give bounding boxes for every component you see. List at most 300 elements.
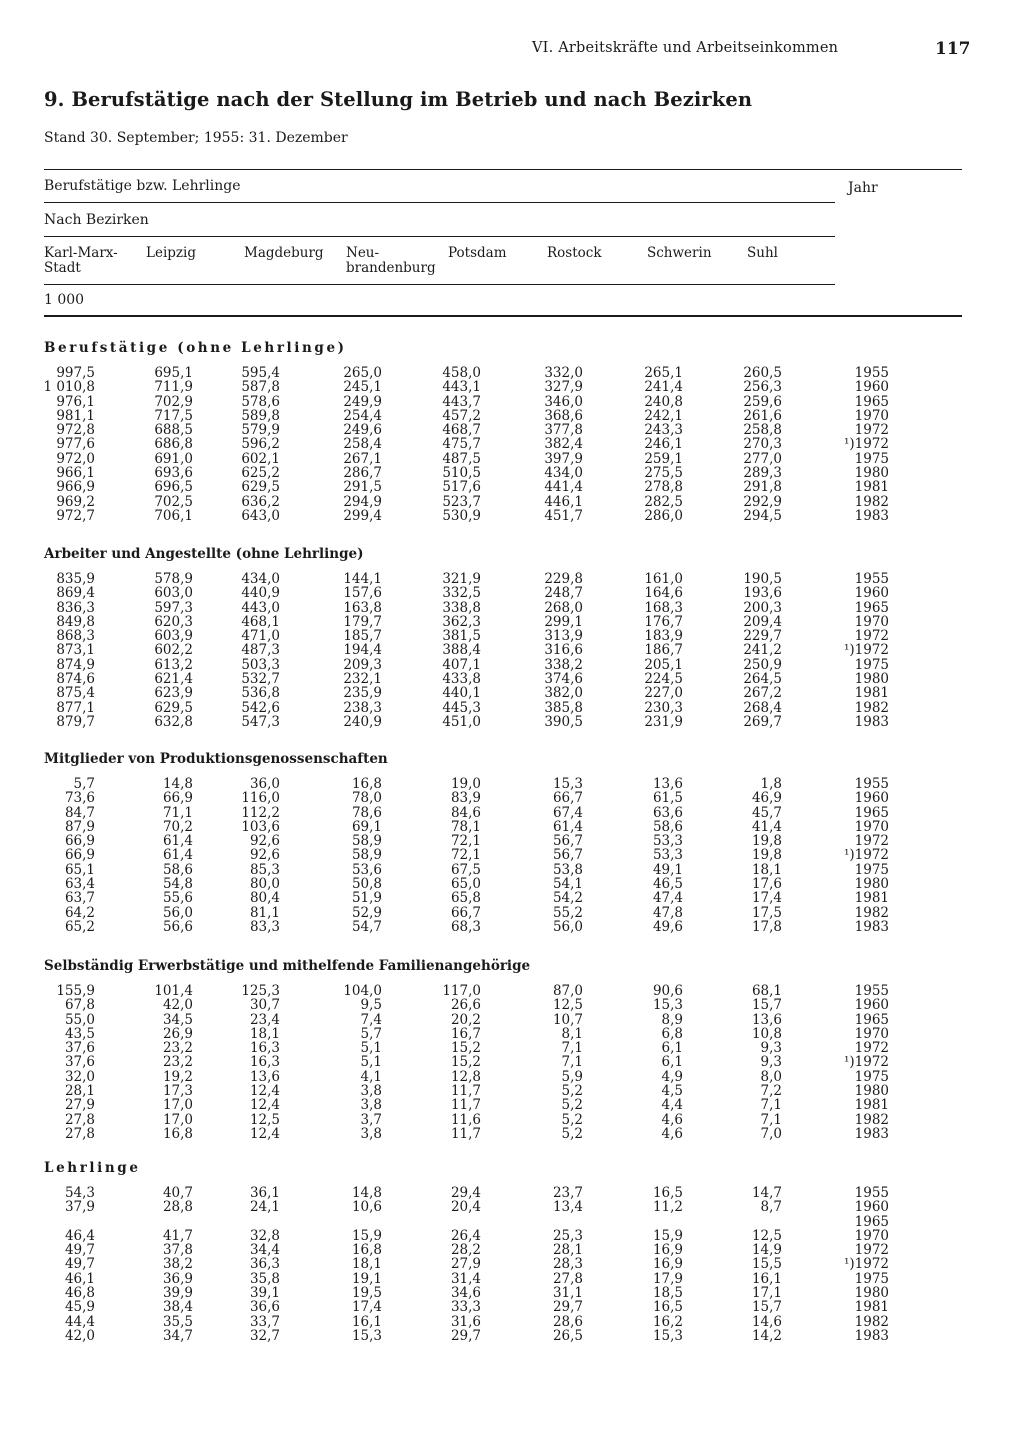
value-cell: 16,9 — [652, 1256, 683, 1273]
value-cell: 5,2 — [561, 1125, 583, 1142]
value-cell: 56,7 — [552, 833, 583, 850]
value-cell: 72,1 — [450, 833, 481, 850]
value-cell: 185,7 — [343, 628, 382, 645]
value-cell: 260,5 — [743, 365, 782, 381]
year-cell: 1980 — [854, 1083, 889, 1100]
year-cell: 1981 — [854, 890, 889, 907]
value-cell: 80,0 — [249, 876, 280, 893]
table-row — [0, 1055, 1024, 1069]
value-cell: 90,6 — [652, 983, 683, 999]
value-cell: 65,1 — [64, 861, 95, 878]
value-cell: 597,3 — [154, 599, 193, 616]
value-cell: 603,9 — [154, 628, 193, 645]
year-cell: 1955 — [854, 776, 889, 792]
year-cell: 1960 — [854, 997, 889, 1014]
header-row2: Nach Bezirken — [44, 212, 149, 228]
year-cell: 1982 — [854, 493, 889, 510]
value-cell: 31,4 — [450, 1270, 481, 1287]
value-cell: 542,6 — [241, 699, 280, 716]
value-cell: 28,3 — [552, 1256, 583, 1273]
value-cell: 277,0 — [743, 450, 782, 467]
value-cell: 179,7 — [343, 613, 382, 630]
value-cell: 29,7 — [450, 1327, 481, 1344]
value-cell: 15,3 — [351, 1327, 382, 1344]
year-cell: 1972 — [854, 422, 889, 439]
value-cell: 346,0 — [544, 393, 583, 410]
table-row — [0, 395, 1024, 409]
year-cell: 1960 — [854, 379, 889, 396]
value-cell: 536,8 — [241, 685, 280, 702]
value-cell: 440,9 — [241, 585, 280, 602]
value-cell: 42,0 — [162, 997, 193, 1014]
value-cell: 34,4 — [249, 1242, 280, 1259]
table-row — [0, 863, 1024, 877]
value-cell: 966,1 — [56, 465, 95, 482]
col-header-line2: brandenburg — [346, 260, 436, 276]
value-cell: 35,5 — [162, 1313, 193, 1330]
year-cell: 1960 — [854, 1199, 889, 1216]
value-cell: 4,1 — [360, 1068, 382, 1085]
value-cell: 15,3 — [552, 776, 583, 792]
value-cell: 31,1 — [552, 1285, 583, 1302]
value-cell: 55,0 — [64, 1011, 95, 1028]
col-header-line1: Rostock — [547, 245, 602, 261]
value-cell: 3,8 — [360, 1083, 382, 1100]
value-cell: 869,4 — [56, 585, 95, 602]
year-cell: 1965 — [854, 804, 889, 821]
value-cell: 64,2 — [64, 904, 95, 921]
value-cell: 31,6 — [450, 1313, 481, 1330]
value-cell: 80,4 — [249, 890, 280, 907]
rule-row1 — [44, 202, 835, 203]
value-cell: 966,9 — [56, 479, 95, 496]
value-cell: 17,1 — [751, 1285, 782, 1302]
col-header-line1: Schwerin — [647, 245, 712, 261]
value-cell: 11,7 — [450, 1083, 481, 1100]
value-cell: 3,8 — [360, 1097, 382, 1114]
table-row — [0, 495, 1024, 509]
section-table — [0, 572, 1024, 729]
value-cell: 84,7 — [64, 804, 95, 821]
col-header-line2: Stadt — [44, 260, 81, 276]
value-cell: 294,9 — [343, 493, 382, 510]
value-cell: 65,8 — [450, 890, 481, 907]
value-cell: 117,0 — [442, 983, 481, 999]
value-cell: 27,9 — [450, 1256, 481, 1273]
value-cell: 17,0 — [162, 1097, 193, 1114]
value-cell: 67,5 — [450, 861, 481, 878]
value-cell: 23,4 — [249, 1011, 280, 1028]
value-cell: 879,7 — [56, 713, 95, 730]
value-cell: 27,8 — [552, 1270, 583, 1287]
value-cell: 15,2 — [450, 1040, 481, 1057]
value-cell: 13,6 — [249, 1068, 280, 1085]
value-cell: 53,3 — [652, 847, 683, 864]
value-cell: 711,9 — [154, 379, 193, 396]
value-cell: 67,4 — [552, 804, 583, 821]
table-row — [0, 701, 1024, 715]
rule-row2 — [44, 236, 835, 237]
col-header-leipzig — [146, 246, 196, 261]
value-cell: 6,1 — [661, 1040, 683, 1057]
value-cell: 246,1 — [644, 436, 683, 453]
value-cell: 265,0 — [343, 365, 382, 381]
value-cell: 68,3 — [450, 918, 481, 935]
table-row — [0, 366, 1024, 380]
col-header-line1: Potsdam — [448, 245, 507, 261]
table-row — [0, 984, 1024, 998]
running-head: VI. Arbeitskräfte und Arbeitseinkommen — [532, 40, 839, 56]
value-cell: 14,9 — [751, 1242, 782, 1259]
value-cell: 39,1 — [249, 1285, 280, 1302]
value-cell: 259,6 — [743, 393, 782, 410]
value-cell: 235,9 — [343, 685, 382, 702]
value-cell: 53,3 — [652, 833, 683, 850]
value-cell: 37,8 — [162, 1242, 193, 1259]
value-cell: 620,3 — [154, 613, 193, 630]
col-header-line1: Leipzig — [146, 245, 196, 261]
col-header-line1: Karl-Marx- — [44, 245, 118, 261]
value-cell: 231,9 — [644, 713, 683, 730]
value-cell: 256,3 — [743, 379, 782, 396]
value-cell: 10,8 — [751, 1025, 782, 1042]
table-row — [0, 806, 1024, 820]
value-cell: 17,9 — [652, 1270, 683, 1287]
table-row — [0, 1229, 1024, 1243]
table-row — [0, 423, 1024, 437]
value-cell: 23,2 — [162, 1040, 193, 1057]
value-cell: 49,7 — [64, 1256, 95, 1273]
value-cell: 9,3 — [760, 1040, 782, 1057]
value-cell: 6,1 — [661, 1054, 683, 1071]
value-cell: 12,4 — [249, 1083, 280, 1100]
table-row — [0, 791, 1024, 805]
value-cell: 686,8 — [154, 436, 193, 453]
value-cell: 16,3 — [249, 1040, 280, 1057]
value-cell: 54,7 — [351, 918, 382, 935]
value-cell: 289,3 — [743, 465, 782, 482]
value-cell: 15,3 — [652, 997, 683, 1014]
value-cell: 33,7 — [249, 1313, 280, 1330]
value-cell: 877,1 — [56, 699, 95, 716]
value-cell: 50,8 — [351, 876, 382, 893]
value-cell: 36,3 — [249, 1256, 280, 1273]
value-cell: 58,9 — [351, 847, 382, 864]
year-cell: 1970 — [854, 407, 889, 424]
value-cell: 374,6 — [544, 671, 583, 688]
value-cell: 15,5 — [751, 1256, 782, 1273]
value-cell: 270,3 — [743, 436, 782, 453]
value-cell: 16,5 — [652, 1299, 683, 1316]
value-cell: 17,4 — [751, 890, 782, 907]
value-cell: 4,4 — [661, 1097, 683, 1114]
year-cell: 1965 — [854, 1213, 889, 1230]
table-row — [0, 572, 1024, 586]
value-cell: 26,5 — [552, 1327, 583, 1344]
table-row — [0, 891, 1024, 905]
value-cell: 15,9 — [351, 1227, 382, 1244]
value-cell: 28,8 — [162, 1199, 193, 1216]
value-cell: 83,9 — [450, 790, 481, 807]
year-cell: 1975 — [854, 1270, 889, 1287]
value-cell: 589,8 — [241, 407, 280, 424]
value-cell: 14,7 — [751, 1185, 782, 1201]
col-header-potsdam — [448, 246, 507, 261]
value-cell: 433,8 — [442, 671, 481, 688]
value-cell: 487,5 — [442, 450, 481, 467]
year-cell: 1983 — [854, 1125, 889, 1142]
value-cell: 209,3 — [343, 656, 382, 673]
value-cell: 264,5 — [743, 671, 782, 688]
value-cell: 16,9 — [652, 1242, 683, 1259]
value-cell: 458,0 — [442, 365, 481, 381]
year-cell: 1980 — [854, 465, 889, 482]
value-cell: 84,6 — [450, 804, 481, 821]
value-cell: 163,8 — [343, 599, 382, 616]
year-cell: 1955 — [854, 1185, 889, 1201]
value-cell: 643,0 — [241, 507, 280, 524]
value-cell: 381,5 — [442, 628, 481, 645]
value-cell: 46,5 — [652, 876, 683, 893]
value-cell: 87,0 — [552, 983, 583, 999]
value-cell: 595,4 — [241, 365, 280, 381]
table-row — [0, 1127, 1024, 1141]
value-cell: 61,4 — [552, 818, 583, 835]
table-row — [0, 672, 1024, 686]
value-cell: 11,6 — [450, 1111, 481, 1128]
value-cell: 621,4 — [154, 671, 193, 688]
value-cell: 282,5 — [644, 493, 683, 510]
value-cell: 53,6 — [351, 861, 382, 878]
value-cell: 61,5 — [652, 790, 683, 807]
value-cell: 291,5 — [343, 479, 382, 496]
value-cell: 56,7 — [552, 847, 583, 864]
value-cell: 45,9 — [64, 1299, 95, 1316]
value-cell: 14,8 — [351, 1185, 382, 1201]
value-cell: 66,9 — [64, 833, 95, 850]
year-cell: 1960 — [854, 790, 889, 807]
value-cell: 32,0 — [64, 1068, 95, 1085]
value-cell: 56,0 — [552, 918, 583, 935]
value-cell: 28,2 — [450, 1242, 481, 1259]
value-cell: 275,5 — [644, 465, 683, 482]
value-cell: 1 010,8 — [43, 379, 95, 396]
value-cell: 6,8 — [661, 1025, 683, 1042]
value-cell: 4,9 — [661, 1068, 683, 1085]
value-cell: 4,6 — [661, 1125, 683, 1142]
col-header-rostock — [547, 246, 602, 261]
value-cell: 16,1 — [751, 1270, 782, 1287]
table-row — [0, 466, 1024, 480]
table-row — [0, 601, 1024, 615]
value-cell: 702,5 — [154, 493, 193, 510]
value-cell: 27,8 — [64, 1125, 95, 1142]
value-cell: 190,5 — [743, 571, 782, 587]
value-cell: 104,0 — [343, 983, 382, 999]
col-header-line1: Neu- — [346, 245, 380, 261]
value-cell: 443,7 — [442, 393, 481, 410]
value-cell: 8,9 — [661, 1011, 683, 1028]
value-cell: 242,1 — [644, 407, 683, 424]
table-row — [0, 380, 1024, 394]
table-row — [0, 480, 1024, 494]
year-cell: 1981 — [854, 1299, 889, 1316]
value-cell: 36,0 — [249, 776, 280, 792]
value-cell: 14,2 — [751, 1327, 782, 1344]
value-cell: 29,7 — [552, 1299, 583, 1316]
section-title: Lehrlinge — [44, 1160, 141, 1176]
value-cell: 17,3 — [162, 1083, 193, 1100]
value-cell: 232,1 — [343, 671, 382, 688]
value-cell: 18,1 — [351, 1256, 382, 1273]
value-cell: 407,1 — [442, 656, 481, 673]
year-cell: ¹)1972 — [843, 1256, 889, 1273]
value-cell: 261,6 — [743, 407, 782, 424]
value-cell: 11,7 — [450, 1125, 481, 1142]
value-cell: 20,4 — [450, 1199, 481, 1216]
value-cell: 70,2 — [162, 818, 193, 835]
year-cell: 1980 — [854, 671, 889, 688]
value-cell: 457,2 — [442, 407, 481, 424]
value-cell: 17,6 — [751, 876, 782, 893]
value-cell: 41,4 — [751, 818, 782, 835]
table-row — [0, 629, 1024, 643]
value-cell: 12,5 — [751, 1227, 782, 1244]
value-cell: 65,2 — [64, 918, 95, 935]
value-cell: 5,2 — [561, 1097, 583, 1114]
value-cell: 36,1 — [249, 1185, 280, 1201]
value-cell: 291,8 — [743, 479, 782, 496]
value-cell: 451,0 — [442, 713, 481, 730]
table-row — [0, 1041, 1024, 1055]
value-cell: 61,4 — [162, 833, 193, 850]
value-cell: 503,3 — [241, 656, 280, 673]
value-cell: 446,1 — [544, 493, 583, 510]
value-cell: 16,2 — [652, 1313, 683, 1330]
value-cell: 976,1 — [56, 393, 95, 410]
value-cell: 5,2 — [561, 1111, 583, 1128]
value-cell: 56,0 — [162, 904, 193, 921]
value-cell: 250,9 — [743, 656, 782, 673]
value-cell: 54,3 — [64, 1185, 95, 1201]
table-row — [0, 1200, 1024, 1214]
col-header-suhl — [747, 246, 778, 261]
rule-row3 — [44, 284, 835, 285]
header-jahr: Jahr — [848, 180, 878, 196]
value-cell: 155,9 — [56, 983, 95, 999]
value-cell: 83,3 — [249, 918, 280, 935]
value-cell: 981,1 — [56, 407, 95, 424]
value-cell: 41,7 — [162, 1227, 193, 1244]
table-row — [0, 1257, 1024, 1271]
value-cell: 299,4 — [343, 507, 382, 524]
value-cell: 5,7 — [73, 776, 95, 792]
value-cell: 39,9 — [162, 1285, 193, 1302]
year-cell: 1982 — [854, 904, 889, 921]
value-cell: 53,8 — [552, 861, 583, 878]
table-row — [0, 1243, 1024, 1257]
value-cell: 54,1 — [552, 876, 583, 893]
value-cell: 278,8 — [644, 479, 683, 496]
table-row — [0, 834, 1024, 848]
value-cell: 19,0 — [450, 776, 481, 792]
value-cell: 7,1 — [561, 1054, 583, 1071]
value-cell: 38,2 — [162, 1256, 193, 1273]
value-cell: 849,8 — [56, 613, 95, 630]
value-cell: 54,8 — [162, 876, 193, 893]
year-cell: 1983 — [854, 918, 889, 935]
year-cell: 1975 — [854, 656, 889, 673]
value-cell: 868,3 — [56, 628, 95, 645]
value-cell: 12,5 — [249, 1111, 280, 1128]
value-cell: 249,6 — [343, 422, 382, 439]
value-cell: 58,9 — [351, 833, 382, 850]
value-cell: 445,3 — [442, 699, 481, 716]
value-cell: 25,3 — [552, 1227, 583, 1244]
value-cell: 46,9 — [751, 790, 782, 807]
value-cell: 176,7 — [644, 613, 683, 630]
value-cell: 434,0 — [544, 465, 583, 482]
value-cell: 382,4 — [544, 436, 583, 453]
value-cell: 18,1 — [751, 861, 782, 878]
value-cell: 8,1 — [561, 1025, 583, 1042]
col-header-line1: Magdeburg — [244, 245, 324, 261]
value-cell: 161,0 — [644, 571, 683, 587]
value-cell: 19,8 — [751, 847, 782, 864]
value-cell: 186,7 — [644, 642, 683, 659]
value-cell: 632,8 — [154, 713, 193, 730]
value-cell: 269,7 — [743, 713, 782, 730]
value-cell: 27,9 — [64, 1097, 95, 1114]
year-cell: 1972 — [854, 1242, 889, 1259]
value-cell: 23,7 — [552, 1185, 583, 1201]
value-cell: 19,5 — [351, 1285, 382, 1302]
value-cell: 17,8 — [751, 918, 782, 935]
value-cell: 13,4 — [552, 1199, 583, 1216]
value-cell: 11,2 — [652, 1199, 683, 1216]
value-cell: 241,4 — [644, 379, 683, 396]
value-cell: 523,7 — [442, 493, 481, 510]
value-cell: 200,3 — [743, 599, 782, 616]
value-cell: 332,5 — [442, 585, 481, 602]
table-row — [0, 686, 1024, 700]
section-table — [0, 366, 1024, 523]
year-cell: 1955 — [854, 983, 889, 999]
year-cell: 1982 — [854, 1313, 889, 1330]
value-cell: 259,1 — [644, 450, 683, 467]
table-row — [0, 715, 1024, 729]
value-cell: 183,9 — [644, 628, 683, 645]
value-cell: 5,2 — [561, 1083, 583, 1100]
table-row — [0, 1027, 1024, 1041]
value-cell: 33,3 — [450, 1299, 481, 1316]
value-cell: 36,6 — [249, 1299, 280, 1316]
value-cell: 20,2 — [450, 1011, 481, 1028]
value-cell: 194,4 — [343, 642, 382, 659]
table-row — [0, 920, 1024, 934]
value-cell: 4,6 — [661, 1111, 683, 1128]
value-cell: 63,7 — [64, 890, 95, 907]
value-cell: 24,1 — [249, 1199, 280, 1216]
value-cell: 230,3 — [644, 699, 683, 716]
value-cell: 313,9 — [544, 628, 583, 645]
value-cell: 9,3 — [760, 1054, 782, 1071]
value-cell: 390,5 — [544, 713, 583, 730]
table-row — [0, 1186, 1024, 1200]
table-row — [0, 1300, 1024, 1314]
value-cell: 15,9 — [652, 1227, 683, 1244]
value-cell: 321,9 — [442, 571, 481, 587]
